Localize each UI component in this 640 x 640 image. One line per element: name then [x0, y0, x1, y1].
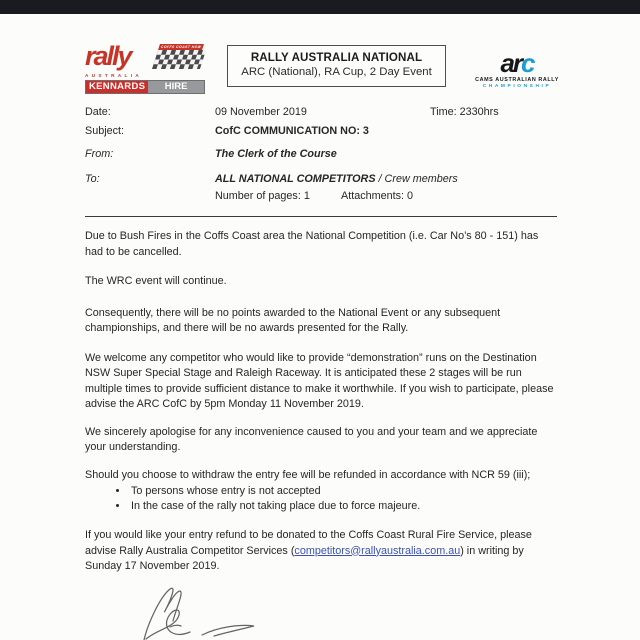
list-item: • In the case of the rally not taking place due to force majeure. — [129, 499, 557, 514]
meta-row-to — [85, 173, 557, 186]
cams-australian-rally-label: CAMS AUSTRALIAN RALLY — [475, 77, 559, 83]
divider — [85, 216, 557, 217]
document-body — [85, 104, 557, 575]
to-value — [215, 173, 458, 186]
time-value: Time: 2330hrs — [430, 106, 499, 118]
championship-label: CHAMPIONSHIP — [482, 84, 552, 89]
kennards-hire-badge — [85, 80, 205, 94]
meta-row-pages — [85, 190, 557, 203]
pages-value: Number of pages: 1 — [215, 190, 310, 202]
meta-row-from — [85, 148, 557, 161]
arc-wordmark-black: ar — [500, 48, 522, 78]
arc-wordmark — [468, 50, 566, 76]
arc-wordmark-blue: c — [521, 48, 534, 78]
paragraph-cancellation: Due to Bush Fires in the Coffs Coast area the National Competition (i.e. Car No’s 80 - 151) has had to be cancelled. — [85, 230, 539, 258]
event-subtitle: ARC (National), RA Cup, 2 Day Event — [241, 66, 432, 78]
paragraph-demonstration: We welcome any competitor who would like to provide “demonstration” runs on the Destination NSW Super Special Stage and Raleigh Raceway. It is anticipated these 2 stages will be run multiple times to provide sufficient distance to make it worthwhile. If you wish to participate, please advise the ARC CofC by 5pm Monday 11 November 2019. — [85, 351, 554, 410]
to-label: To: — [85, 173, 100, 185]
rally-australia-label: AUSTRALIA — [85, 73, 143, 78]
coffs-coast-banner: COFFS COAST NSW — [158, 44, 204, 50]
event-title-box — [227, 45, 446, 87]
pages-spacer — [85, 190, 215, 203]
date-value: 09 November 2019 — [215, 106, 307, 118]
rally-australia-kennards-logo — [85, 41, 207, 94]
to-value-rest: / Crew members — [375, 173, 458, 185]
to-value-bold: ALL NATIONAL COMPETITORS — [215, 173, 376, 185]
donation-text-before: If you would like your entry refund to be donated to the Coffs Coast Rural Fire Service, please advise Rally Australia Competitor Services ( — [85, 529, 532, 557]
arc-championship-logo — [468, 50, 566, 89]
paragraph-donation — [85, 528, 557, 575]
event-title: RALLY AUSTRALIA NATIONAL — [250, 51, 423, 64]
attachments-value: Attachments: 0 — [341, 190, 414, 202]
subject-value: CofC COMMUNICATION NO: 3 — [215, 125, 369, 137]
subject-label: Subject: — [85, 125, 125, 137]
hire-label: HIRE — [148, 81, 204, 93]
meta-row-subject — [85, 125, 557, 138]
date-label: Date: — [85, 106, 111, 118]
letterbox-top — [0, 0, 640, 14]
checkered-flag-icon — [152, 50, 206, 69]
email-link[interactable]: competitors@rallyaustralia.com.au — [294, 544, 461, 557]
document-header — [0, 14, 640, 106]
from-label: From: — [85, 148, 114, 160]
signature — [118, 583, 288, 640]
meta-row-date — [85, 106, 557, 119]
rally-wordmark: rally — [85, 41, 131, 71]
refund-conditions-list — [85, 484, 557, 514]
donation-text-after: ) in writing by Sunday 17 November 2019. — [85, 544, 524, 572]
kennards-label: KENNARDS — [86, 81, 148, 93]
paragraph-points: Consequently, there will be no points awarded to the National Event or any subsequent championships, and there will be no awards presented for the Rally. — [85, 306, 501, 334]
list-item: • To persons whose entry is not accepted — [129, 484, 557, 499]
from-value: The Clerk of the Course — [215, 148, 337, 160]
paragraph-wrc: The WRC event will continue. — [85, 275, 227, 287]
rally-wordmark-row — [85, 41, 207, 72]
paragraph-apology: We sincerely apologise for any inconvenience caused to you and your team and we appreciate your understanding. — [85, 425, 538, 453]
paragraph-refund-intro: Should you choose to withdraw the entry fee will be refunded in accordance with NCR 59 (iii); — [85, 468, 531, 481]
